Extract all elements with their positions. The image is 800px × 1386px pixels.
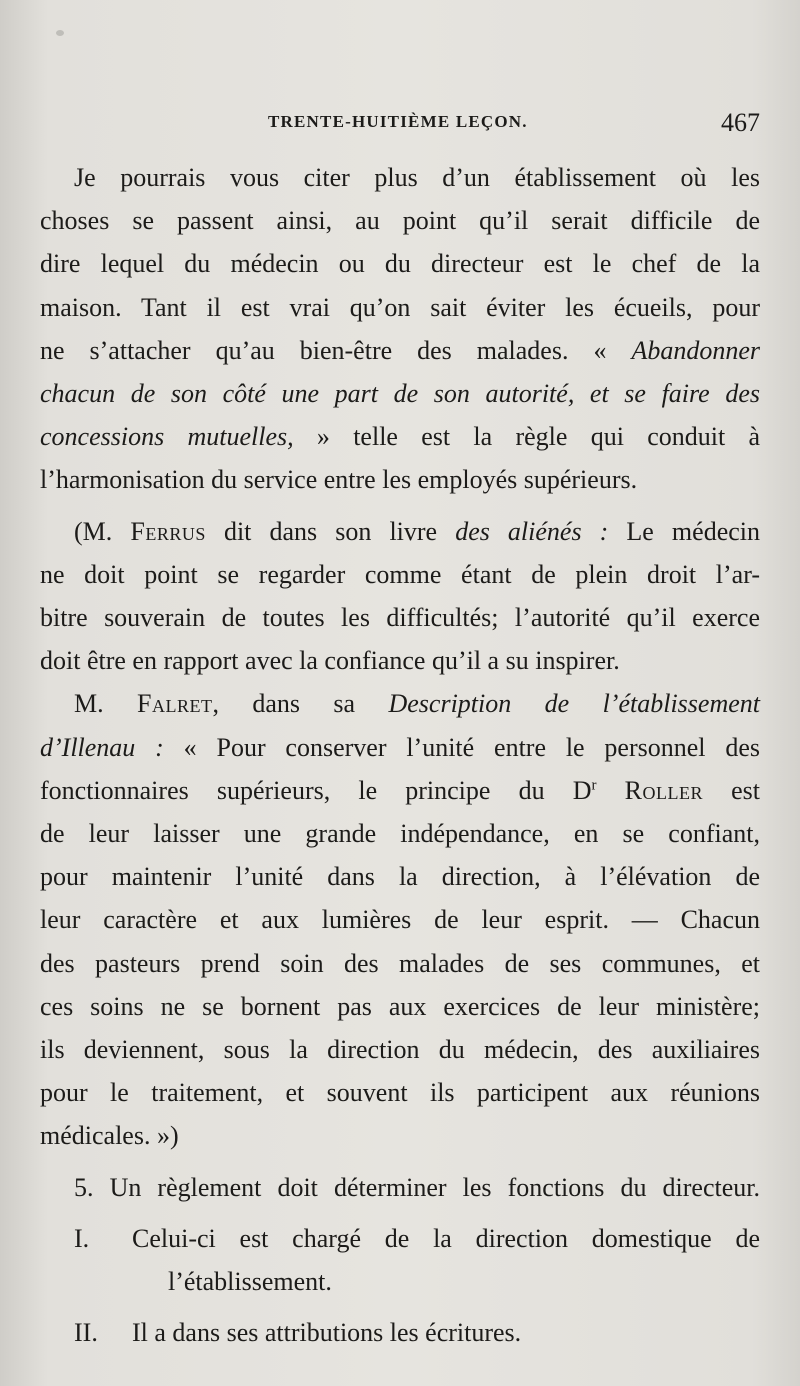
text-line: leur caractère et aux lumières de leur esprit. — Chacun <box>40 905 760 935</box>
text-line: choses se passent ainsi, au point qu’il serait difficile de <box>40 206 760 236</box>
superscript: r <box>591 777 597 794</box>
text-line <box>40 726 760 769</box>
text-line: ne doit point se regarder comme étant de plein droit l’ar- <box>40 559 760 589</box>
text-line: doit être en rapport avec la confiance qu’il a su inspirer. <box>40 646 620 676</box>
text-line: pour le traitement, et souvent ils participent aux réunions <box>40 1078 760 1108</box>
page-number: 467 <box>721 108 760 137</box>
paragraph-4 <box>40 1166 760 1209</box>
text-run: dit dans son livre <box>205 516 456 546</box>
text-run: fonctionnaires supérieurs, le principe du D <box>40 775 592 805</box>
author-name: Roller <box>624 775 703 805</box>
text-run: Le médecin <box>608 516 760 546</box>
italic-run: Abandonner <box>631 335 760 365</box>
text-line <box>40 372 760 415</box>
text-line: dire lequel du médecin ou du directeur est le chef de la <box>40 249 760 279</box>
text-line <box>40 510 760 553</box>
text-line: de leur laisser une grande indépendance, en se confiant, <box>40 819 760 849</box>
page-header <box>40 108 760 144</box>
text-line: maison. Tant il est vrai qu’on sait éviter les écueils, pour <box>40 292 760 322</box>
running-title: TRENTE-HUITIÈME LEÇON. <box>268 112 528 131</box>
list-item <box>40 1311 760 1354</box>
text-run <box>597 776 625 805</box>
text-run: M. <box>74 689 138 719</box>
book-title: Description de l’établissement <box>388 689 760 719</box>
page-stain <box>56 30 64 36</box>
book-title: d’Illenau : <box>40 732 164 762</box>
italic-run: chacun de son côté une part de son autorité, et se faire des <box>40 379 760 409</box>
text-run: (M. <box>74 516 131 546</box>
book-title: des aliénés : <box>455 516 609 546</box>
text-line: médicales. ») <box>40 1121 179 1151</box>
text-line: 5. Un règlement doit déterminer les fonctions du directeur. <box>74 1172 760 1202</box>
paragraph-2 <box>40 510 760 683</box>
paragraph-3 <box>40 682 760 1157</box>
text-line: Je pourrais vous citer plus d’un établissement où les <box>74 163 760 192</box>
text-line: ces soins ne se bornent pas aux exercices de leur ministère; <box>40 991 760 1021</box>
paragraph-1 <box>40 156 760 502</box>
text-run: » telle est la règle qui conduit à <box>293 422 761 452</box>
text-run: ne s’attacher qu’au bien-être des malades. « <box>40 335 632 365</box>
text-line: ils deviennent, sous la direction du médecin, des auxiliaires <box>40 1035 760 1065</box>
text-line <box>40 769 760 812</box>
text-line: des pasteurs prend soin des malades de ses communes, et <box>40 948 760 978</box>
list-item-continuation: l’établissement. <box>168 1267 332 1297</box>
text-line <box>40 682 760 725</box>
numbered-list <box>40 1217 760 1355</box>
italic-run: concessions mutuelles, <box>40 422 294 452</box>
list-text: Celui-ci est chargé de la direction domestique de <box>132 1223 760 1253</box>
text-line: bitre souverain de toutes les difficultés; l’autorité qu’il exerce <box>40 603 760 633</box>
text-line <box>40 415 760 458</box>
author-name: Falret <box>137 689 213 719</box>
author-name: Ferrus <box>130 516 206 546</box>
list-item <box>40 1217 760 1260</box>
list-text: Il a dans ses attributions les écritures. <box>132 1318 522 1348</box>
text-run: est <box>702 775 761 805</box>
body-text <box>40 156 760 1354</box>
text-line: l’harmonisation du service entre les employés supérieurs. <box>40 465 638 495</box>
text-line: pour maintenir l’unité dans la direction, à l’élévation de <box>40 862 760 892</box>
list-number: I. <box>74 1223 90 1253</box>
text-run: , dans sa <box>212 689 389 719</box>
list-number: II. <box>74 1318 98 1348</box>
text-run: « Pour conserver l’unité entre le personnel des <box>163 732 760 762</box>
text-line <box>40 329 760 372</box>
